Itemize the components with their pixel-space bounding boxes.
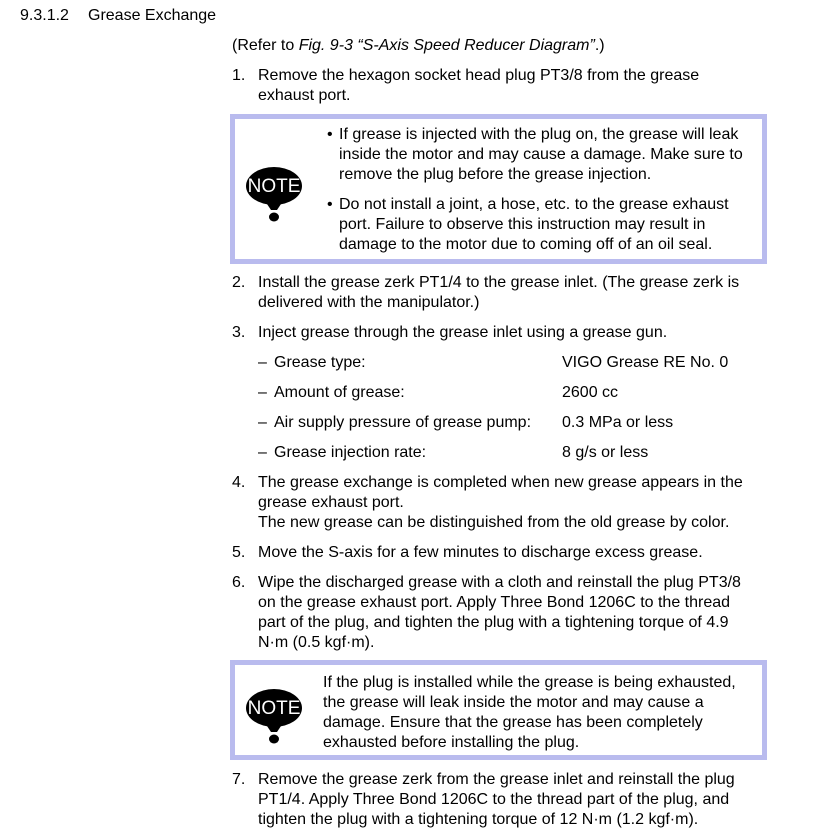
spec-value: 2600 cc xyxy=(562,384,619,401)
note-box xyxy=(230,114,767,264)
bullet-icon: • xyxy=(327,126,333,143)
step-line: exhaust port. xyxy=(258,87,351,104)
step-text xyxy=(258,573,778,653)
note-box xyxy=(230,660,767,760)
step-number: 4. xyxy=(232,474,246,491)
refer-prefix: (Refer to xyxy=(232,37,299,54)
step-line: on the grease exhaust port. Apply Three Bond 1206C to the thread xyxy=(258,594,731,611)
step-number: 6. xyxy=(232,574,246,591)
step-line: N·m (0.5 kgf·m). xyxy=(258,634,375,651)
step-line: The new grease can be distinguished from the old grease by color. xyxy=(258,514,730,531)
reference-line xyxy=(232,36,605,56)
note-line: damage. Ensure that the grease has been completely xyxy=(323,714,703,731)
note-line: remove the plug before the grease injection. xyxy=(339,166,652,183)
note-line: exhausted before installing the plug. xyxy=(323,734,580,751)
step-number: 1. xyxy=(232,67,246,84)
step-line: Remove the grease zerk from the grease inlet and reinstall the plug xyxy=(258,771,735,788)
note-icon-label: NOTE xyxy=(247,698,301,719)
step-text xyxy=(258,543,778,563)
step-text xyxy=(258,323,778,343)
note-bullet-text xyxy=(339,125,769,185)
step-line: The grease exchange is completed when new grease appears in the xyxy=(258,474,743,491)
section-number: 9.3.1.2 xyxy=(20,7,69,24)
dash-icon: – xyxy=(258,354,267,371)
spec-label: Amount of grease: xyxy=(274,384,405,401)
step-line: Install the grease zerk PT1/4 to the grease inlet. (The grease zerk is xyxy=(258,274,740,291)
spec-label: Air supply pressure of grease pump: xyxy=(274,414,532,431)
spec-value: VIGO Grease RE No. 0 xyxy=(562,354,729,371)
section-title: Grease Exchange xyxy=(88,7,217,24)
note-icon xyxy=(245,164,303,222)
note-text xyxy=(323,673,753,753)
note-line: inside the motor and may cause a damage. Make sure to xyxy=(339,146,743,163)
note-line: the grease will leak inside the motor and may cause a xyxy=(323,694,704,711)
step-number: 3. xyxy=(232,324,246,341)
refer-suffix: .) xyxy=(594,37,605,54)
step-line: part of the plug, and tighten the plug with a tightening torque of 4.9 xyxy=(258,614,729,631)
step-number: 7. xyxy=(232,771,246,788)
step-line: Wipe the discharged grease with a cloth and reinstall the plug PT3/8 xyxy=(258,574,741,591)
note-line: port. Failure to observe this instruction may result in xyxy=(339,216,706,233)
dash-icon: – xyxy=(258,444,267,461)
note-line: If the plug is installed while the grease is being exhausted, xyxy=(323,674,736,691)
step-number: 2. xyxy=(232,274,246,291)
step-number: 5. xyxy=(232,544,246,561)
note-line: damage to the motor due to coming off of an oil seal. xyxy=(339,236,713,253)
step-text xyxy=(258,66,778,106)
dash-icon: – xyxy=(258,384,267,401)
step-line: delivered with the manipulator.) xyxy=(258,294,480,311)
bullet-icon: • xyxy=(327,196,333,213)
spec-label: Grease type: xyxy=(274,354,366,371)
step-line: Inject grease through the grease inlet using a grease gun. xyxy=(258,324,668,341)
step-line: tighten the plug with a tightening torque of 12 N·m (1.2 kgf·m). xyxy=(258,811,699,828)
step-line: PT1/4. Apply Three Bond 1206C to the thread part of the plug, and xyxy=(258,791,730,808)
step-line: Move the S-axis for a few minutes to discharge excess grease. xyxy=(258,544,703,561)
note-icon xyxy=(245,686,303,744)
step-text xyxy=(258,473,778,533)
dash-icon: – xyxy=(258,414,267,431)
note-line: If grease is injected with the plug on, the grease will leak xyxy=(339,126,739,143)
step-line: Remove the hexagon socket head plug PT3/8 from the grease xyxy=(258,67,700,84)
note-icon-label: NOTE xyxy=(247,176,301,197)
note-line: Do not install a joint, a hose, etc. to the grease exhaust xyxy=(339,196,729,213)
spec-value: 0.3 MPa or less xyxy=(562,414,674,431)
note-bullet-text xyxy=(339,195,769,255)
step-text xyxy=(258,770,778,830)
step-text xyxy=(258,273,778,313)
figure-reference: Fig. 9-3 xyxy=(298,37,353,54)
step-line: grease exhaust port. xyxy=(258,494,404,511)
spec-value: 8 g/s or less xyxy=(562,444,649,461)
spec-label: Grease injection rate: xyxy=(274,444,427,461)
figure-title: “S-Axis Speed Reducer Diagram” xyxy=(352,37,595,54)
